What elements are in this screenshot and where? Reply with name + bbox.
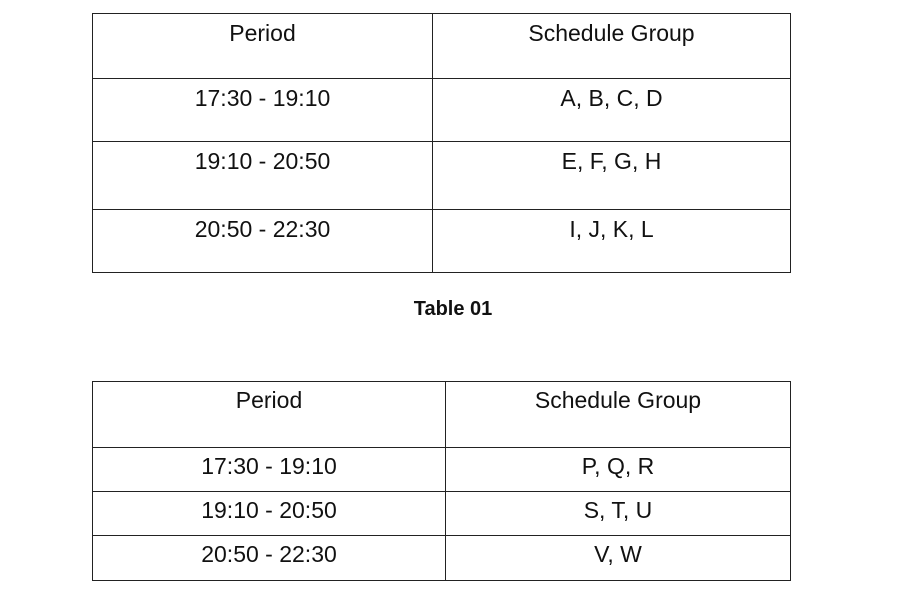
schedule-group-cell: I, J, K, L bbox=[433, 210, 791, 273]
table-caption: Table 01 bbox=[413, 298, 493, 320]
header-cell-schedule-group: Schedule Group bbox=[433, 14, 791, 79]
schedule-group-cell: S, T, U bbox=[446, 492, 791, 536]
table-row bbox=[93, 448, 791, 492]
period-cell: 17:30 - 19:10 bbox=[93, 79, 433, 142]
period-cell: 19:10 - 20:50 bbox=[93, 492, 446, 536]
table-header-row bbox=[93, 382, 791, 448]
header-cell-schedule-group: Schedule Group bbox=[446, 382, 791, 448]
table-row bbox=[93, 142, 791, 210]
period-cell: 20:50 - 22:30 bbox=[93, 210, 433, 273]
period-cell: 20:50 - 22:30 bbox=[93, 536, 446, 581]
table-row bbox=[93, 492, 791, 536]
table-row bbox=[93, 536, 791, 581]
schedule-table-1 bbox=[92, 13, 791, 273]
schedule-table-2 bbox=[92, 381, 791, 581]
table-header-row bbox=[93, 14, 791, 79]
period-cell: 17:30 - 19:10 bbox=[93, 448, 446, 492]
schedule-group-cell: P, Q, R bbox=[446, 448, 791, 492]
header-cell-period: Period bbox=[93, 382, 446, 448]
table-row bbox=[93, 210, 791, 273]
table-row bbox=[93, 79, 791, 142]
schedule-group-cell: V, W bbox=[446, 536, 791, 581]
schedule-group-cell: A, B, C, D bbox=[433, 79, 791, 142]
period-cell: 19:10 - 20:50 bbox=[93, 142, 433, 210]
schedule-group-cell: E, F, G, H bbox=[433, 142, 791, 210]
header-cell-period: Period bbox=[93, 14, 433, 79]
